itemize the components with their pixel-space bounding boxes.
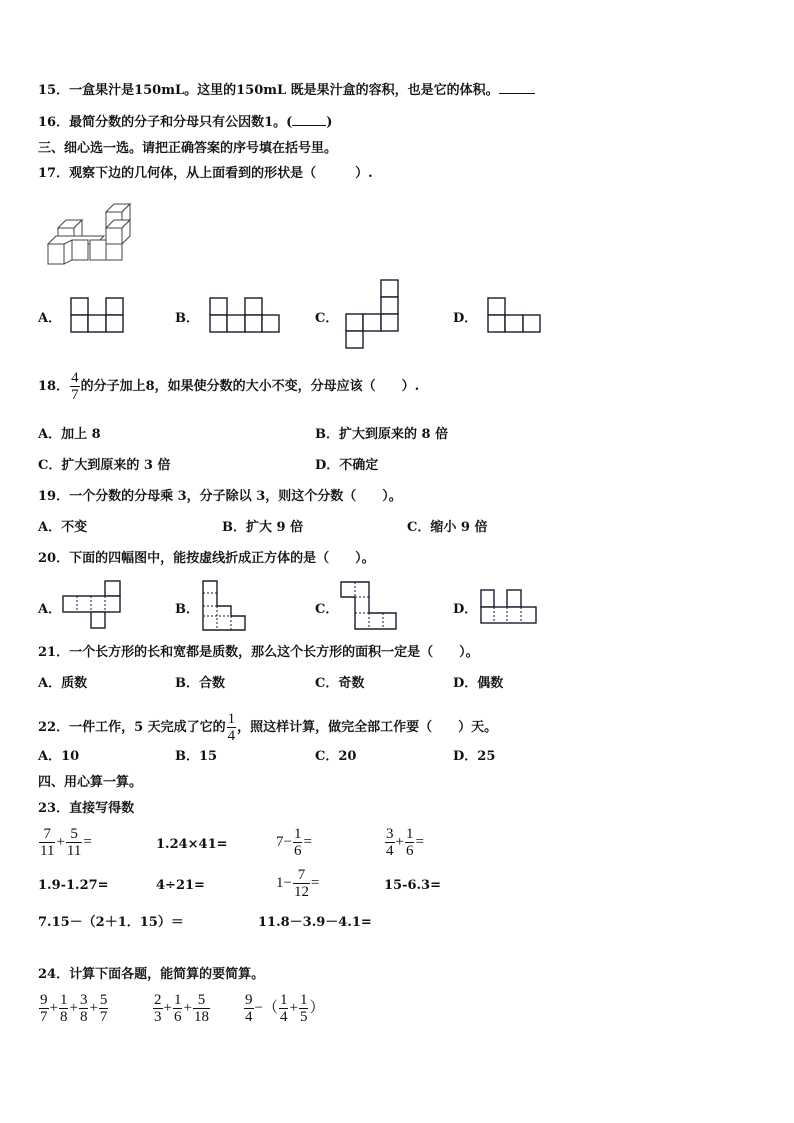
question-text: 下面的四幅图中，能按虚线折成正方体的是（ ）。 xyxy=(69,551,375,566)
q22-option-b[interactable]: B．15 xyxy=(175,749,218,764)
q20-option-d-label[interactable]: D． xyxy=(453,602,478,617)
question-19 xyxy=(38,488,402,506)
calc-15-minus-6-3: 15-6.3= xyxy=(384,878,441,893)
question-text: 一个长方形的长和宽都是质数，那么这个长方形的面积一定是（ ）。 xyxy=(69,645,479,660)
option-c-figure[interactable] xyxy=(345,279,401,351)
question-text: 计算下面各题，能简算的要简算。 xyxy=(69,967,265,982)
calc-7-15-expr: 7.15－（2＋1．15）＝ xyxy=(38,915,184,930)
q21-option-b[interactable]: B．合数 xyxy=(175,676,225,691)
question-text: 一盒果汁是150mL。这里的150mL 既是果汁盒的容积，也是它的体积。 xyxy=(69,83,499,98)
q20-net-d[interactable] xyxy=(480,589,538,625)
question-17 xyxy=(38,165,373,183)
q18-option-c[interactable]: C．扩大到原来的 3 倍 xyxy=(38,458,171,473)
q18-option-a[interactable]: A．加上 8 xyxy=(38,427,101,442)
q20-net-a[interactable] xyxy=(62,580,124,630)
option-d-label[interactable]: D． xyxy=(453,311,478,326)
question-text: 一个分数的分母乘 3，分子除以 3，则这个分数（ ）。 xyxy=(69,489,402,504)
question-18 xyxy=(38,370,419,403)
section-4-heading: 四、用心算一算。 xyxy=(38,775,143,790)
q22-option-c[interactable]: C．20 xyxy=(315,749,357,764)
question-number: 24． xyxy=(38,967,70,982)
q18-option-d[interactable]: D．不确定 xyxy=(315,458,379,473)
option-c-label[interactable]: C． xyxy=(315,311,339,326)
calc-7-minus-1-6: 7− $\frac{1}{6}$ = xyxy=(276,826,312,859)
section-3-heading: 三、细心选一选。请把正确答案的序号填在括号里。 xyxy=(38,141,338,156)
calc-7-11-plus-5-11: $\frac{7}{11}$ + $\frac{5}{11}$ = xyxy=(40,826,92,859)
q20-net-c[interactable] xyxy=(340,581,398,631)
q20-net-b[interactable] xyxy=(202,580,248,632)
question-text: 观察下边的几何体，从上面看到的形状是（ ）. xyxy=(69,166,373,181)
question-number: 15． xyxy=(38,83,70,98)
expr-2: $\frac{2}{3}$ + $\frac{1}{6}$ + $\frac{5}{18}$ xyxy=(154,992,209,1025)
calc-1-24-times-41: 1.24×41= xyxy=(156,837,228,852)
option-b-figure[interactable] xyxy=(209,297,281,333)
fraction-1-4: $\frac{1}{4}$ xyxy=(227,711,236,744)
q21-option-a[interactable]: A．质数 xyxy=(38,676,88,691)
calc-1-minus-7-12: 1− $\frac{7}{12}$ = xyxy=(276,867,320,900)
q22-option-d[interactable]: D．25 xyxy=(453,749,496,764)
option-d-figure[interactable] xyxy=(487,297,541,333)
question-number: 16． xyxy=(38,115,70,130)
question-number: 18． xyxy=(38,379,70,394)
question-number: 23． xyxy=(38,801,70,816)
q21-option-d[interactable]: D．偶数 xyxy=(453,676,504,691)
question-20 xyxy=(38,550,375,568)
question-16: 16．最简分数的分子和分母只有公因数1。( ) xyxy=(38,115,333,130)
q19-option-b[interactable]: B．扩大 9 倍 xyxy=(222,520,304,535)
answer-blank[interactable] xyxy=(292,125,326,126)
option-a-label[interactable]: A． xyxy=(38,311,62,326)
question-15 xyxy=(38,82,535,100)
expr-1: $\frac{9}{7}$ + $\frac{1}{8}$ + $\frac{3}{8}$ + $\frac{5}{7}$ xyxy=(40,992,108,1025)
q18-option-b[interactable]: B．扩大到原来的 8 倍 xyxy=(315,427,449,442)
fraction-4-7: $\frac{4}{7}$ xyxy=(71,370,79,403)
calc-4-div-21: 4÷21= xyxy=(156,878,205,893)
q19-option-a[interactable]: A．不变 xyxy=(38,520,88,535)
calc-3-4-plus-1-6: $\frac{3}{4}$ + $\frac{1}{6}$ = xyxy=(386,826,424,859)
question-number: 22． xyxy=(38,720,70,735)
question-21 xyxy=(38,644,479,662)
question-number: 17． xyxy=(38,166,70,181)
option-b-label[interactable]: B． xyxy=(175,311,199,326)
cube-solid-figure xyxy=(44,202,134,268)
expr-3: $\frac{9}{4}$ −（ $\frac{1}{4}$ + $\frac{1}{5}$ ） xyxy=(245,992,325,1025)
q19-option-c[interactable]: C．缩小 9 倍 xyxy=(407,520,488,535)
question-number: 19． xyxy=(38,489,70,504)
question-22: 22．一件工作，5 天完成了它的 $\frac{1}{4}$ ，照这样计算，做完全部工作要（ ）天。 xyxy=(38,711,498,744)
question-24 xyxy=(38,966,264,984)
q20-option-b-label[interactable]: B． xyxy=(175,602,199,617)
q20-option-a-label[interactable]: A． xyxy=(38,602,62,617)
calc-11-8-expr: 11.8－3.9－4.1= xyxy=(258,915,372,930)
question-text: 直接写得数 xyxy=(69,801,135,816)
question-number: 20． xyxy=(38,551,70,566)
q21-option-c[interactable]: C．奇数 xyxy=(315,676,365,691)
q22-option-a[interactable]: A．10 xyxy=(38,749,80,764)
question-number: 21． xyxy=(38,645,70,660)
q20-option-c-label[interactable]: C． xyxy=(315,602,339,617)
question-text: 的分子加上8，如果使分数的大小不变，分母应该（ ）. xyxy=(80,379,420,394)
option-a-figure[interactable] xyxy=(70,297,124,333)
question-text: 最简分数的分子和分母只有公因数1。( xyxy=(69,115,293,130)
answer-blank[interactable] xyxy=(499,93,535,94)
calc-1-9-minus-1-27: 1.9-1.27= xyxy=(38,878,109,893)
question-23 xyxy=(38,800,134,818)
